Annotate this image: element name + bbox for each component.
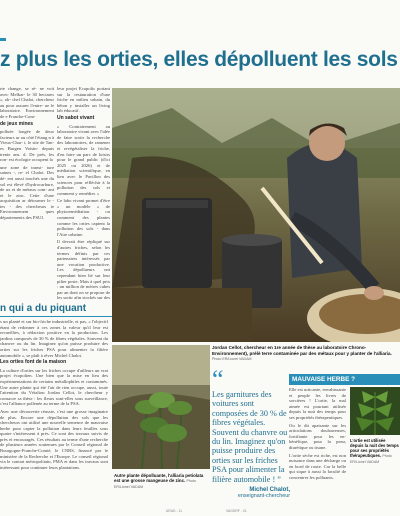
sidebar-box-paragraph: Ou le dit apaisante sur les articulations douloureuses, fortifiante pour les en-bénéfique, pour la peau, diurétique ou tisane. xyxy=(289,422,346,450)
lower-left-paragraph: Avec une découverte réussie, c'est une grosse imaginaire de plus. Encore une dépollution des sols que les chercheurs ont utilisé une nouvelle semence de mauvaise herbe pour capter la pollution dans leurs feuilles sous quatre s'intéressent à près. Ce sont des travaux suivis de près et encouragés. Ces résultats au terme d'une recherche de plusieurs années soutenues par le Conseil régional de Bourgogne-Franche-Comté, le CNRS, financé par le ministère de la Recherche et l'Europe. Le conseil régional via le contrat métropolitain, PMA et dans les travaux sont intéressant pour continuer leurs plantations. xyxy=(0,408,108,470)
sidebar-box-heading: MAUVAISE HERBE ? xyxy=(289,374,400,385)
lower-left-subhead: Les orties font de la maison xyxy=(0,359,67,366)
pull-quote xyxy=(212,365,290,500)
section-rule xyxy=(0,316,112,317)
quote-author xyxy=(212,487,290,499)
middle-column-paragraph: « Contrairement au laboratoire vivant avec l'idée de faire sortir la recherche des laboratoires, de ramener et revégétaliser la friche, d'en faire un parc de loisirs pour le grand public (d'ici 2025 ou 2026) et de médiation scientifique, en lien avec le Pavillon des sciences pour réfléchir à la pollution des sols et comment y remédier. » xyxy=(57,123,110,196)
left-column-subhead: de jeux mines xyxy=(0,120,34,127)
sidebar-box-paragraph: L'ortie sèche est riche, est non nuisance dans une décharge ou en bord de route. Car la belle qui sique à aussi la faculté de concentrer les polluants. xyxy=(289,452,346,480)
left-column-paragraph: rte change, se ré- ne voit avec Melkar- le 30 hectares », ob- chel Chalot, chercheur au pour assurer l'entre- ue le laboratoire. Environnement de e Franche-Com- xyxy=(0,86,54,119)
nettle-photo xyxy=(350,387,400,435)
nettle-credit: Photo ER/Lionel VADAM xyxy=(350,454,392,464)
alliaria-caption-text: Autre plante dépolluante, l'alliaria petiolata est une grosse mangeuse de zinc. xyxy=(114,473,204,484)
middle-column-paragraph: Ce labo vivant promet d'être « un modèle » de phytoremédiation - ou comment des plantes comme les orties captent la pollution des sols - dans l'Aire urbaine. xyxy=(57,198,110,237)
alliaria-caption xyxy=(114,473,210,491)
middle-column-paragraph: leur projet Ecopolis portant sur la restauration d'une friche en milieu urbain, du bêton y installer un living lab éducatif. xyxy=(57,86,110,114)
main-photo xyxy=(112,88,400,342)
main-photo-caption-text: Jordan Cellot, chercheur en 1re année de thèse au laboratoire Chrono-Environnement), prélè terre contaminée par des métaux pour y planter de l'alliaria. xyxy=(212,345,392,356)
middle-column xyxy=(57,86,110,300)
left-column xyxy=(0,86,54,300)
article-headline: z plus les orties, elles dépolluent les sols xyxy=(0,48,398,71)
quote-author-role: enseignant-chercheur xyxy=(237,493,290,500)
quote-author-name: Michel Chalot, xyxy=(249,487,290,494)
quote-mark: “ xyxy=(212,365,224,394)
main-photo-credit: Photo ER/Lionel VADAM xyxy=(212,357,252,362)
left-column-paragraph: une zone de transi- ture saines -, re- el Chalot. Des dé- ent aussi touchés une du sol est élevé d'hydrocarbure, de ux et de métaux com- ant et le zinc. Cette d'une acquisition ar détourner le - ies - des chercheurs ie Environnement ques départements des PSUI. xyxy=(0,164,54,221)
lower-left-paragraph: s un planté et sur bio-friche industrielle, et pas, « l'objectif étant de redonner à ces zones la valeur qu'il leur est recueillies, à rédaction positive en la production. Les jardins composés de 30 % de fibres végétales. Souvent du chanvre ou du lin. Imaginez qu'on puisse produire des orties sur les friches PSA pour alimenter la filière automobile », se plaît à rêver Michel Chalot. xyxy=(0,319,108,358)
folio-left: ARAD - 11 xyxy=(166,509,182,513)
sidebar-box-paragraph: Elle est urticante, envahissante et peuple les livres de sorcières ! L'ortie, la mal aimée est pourtant utilisée depuis la nuit des temps pour ses propriétés thérapeutiques. xyxy=(289,387,346,420)
lower-left-paragraph: La culture d'orties sur les friches occupe d'ailleurs un vrai projet écopolien. Une bien que la mise en lieu des expérimentations de certains métallophiles et contaminés. Une autre plante qui été l'air de rien occupe, aussi, toute l'attention du Vétalion Jordan Cellot, le chercheur y consacre sa thèse : les fleurs sont-elles sous surveillance, c'est l'alliance pollenée au terme de la PSA. xyxy=(0,367,108,407)
middle-column-paragraph: Il devrait être répliqué sur d'autres friches, selon les termes définis par ces partenaires intéressés par une vocation productive. Les dépollueurs ont cependant bien lié sur leur pilier poste. Mais à quel prix : un million de mètres cubes par an dont on se propose de les sortir afin stockés sur des xyxy=(57,239,110,300)
middle-column-subhead: Un sabot vivant xyxy=(57,114,95,121)
left-column-paragraph: polluée longée de deux facteurs ur au côté l'étang n à Vieux-Char- t, le site de Tan- es Burgen Voisin- depuis trente ans. d. De près, les ron- est écologie occupent la xyxy=(0,129,54,163)
section-heading: n qui a du piquant xyxy=(0,303,87,314)
nettle-photo-image xyxy=(350,387,400,435)
alliaria-credit: Photo ER/Lionel VADAM xyxy=(114,479,196,490)
quote-text: Les garnitures des voitures sont composées de 30 % de fibres végétales. Souvent du chanvre ou du lin. Imaginez qu'on puisse produire des orties sur les friches PSA pour alimenter la filière automobile ! ” xyxy=(212,390,288,484)
nettle-caption-text: L'ortie est utilisée depuis la nuit des temps pour ses propriétés thérapeutiques. xyxy=(350,438,399,458)
sidebar-box-text xyxy=(289,387,346,499)
top-accent-rule xyxy=(0,38,6,41)
main-photo-caption xyxy=(212,345,400,363)
nettle-caption xyxy=(350,438,400,465)
main-photo-image xyxy=(112,88,400,342)
alliaria-photo-image xyxy=(112,345,210,469)
lower-left-column xyxy=(0,319,108,509)
alliaria-photo xyxy=(112,345,210,469)
folio-right: VAGDRF - 01 xyxy=(226,509,247,513)
